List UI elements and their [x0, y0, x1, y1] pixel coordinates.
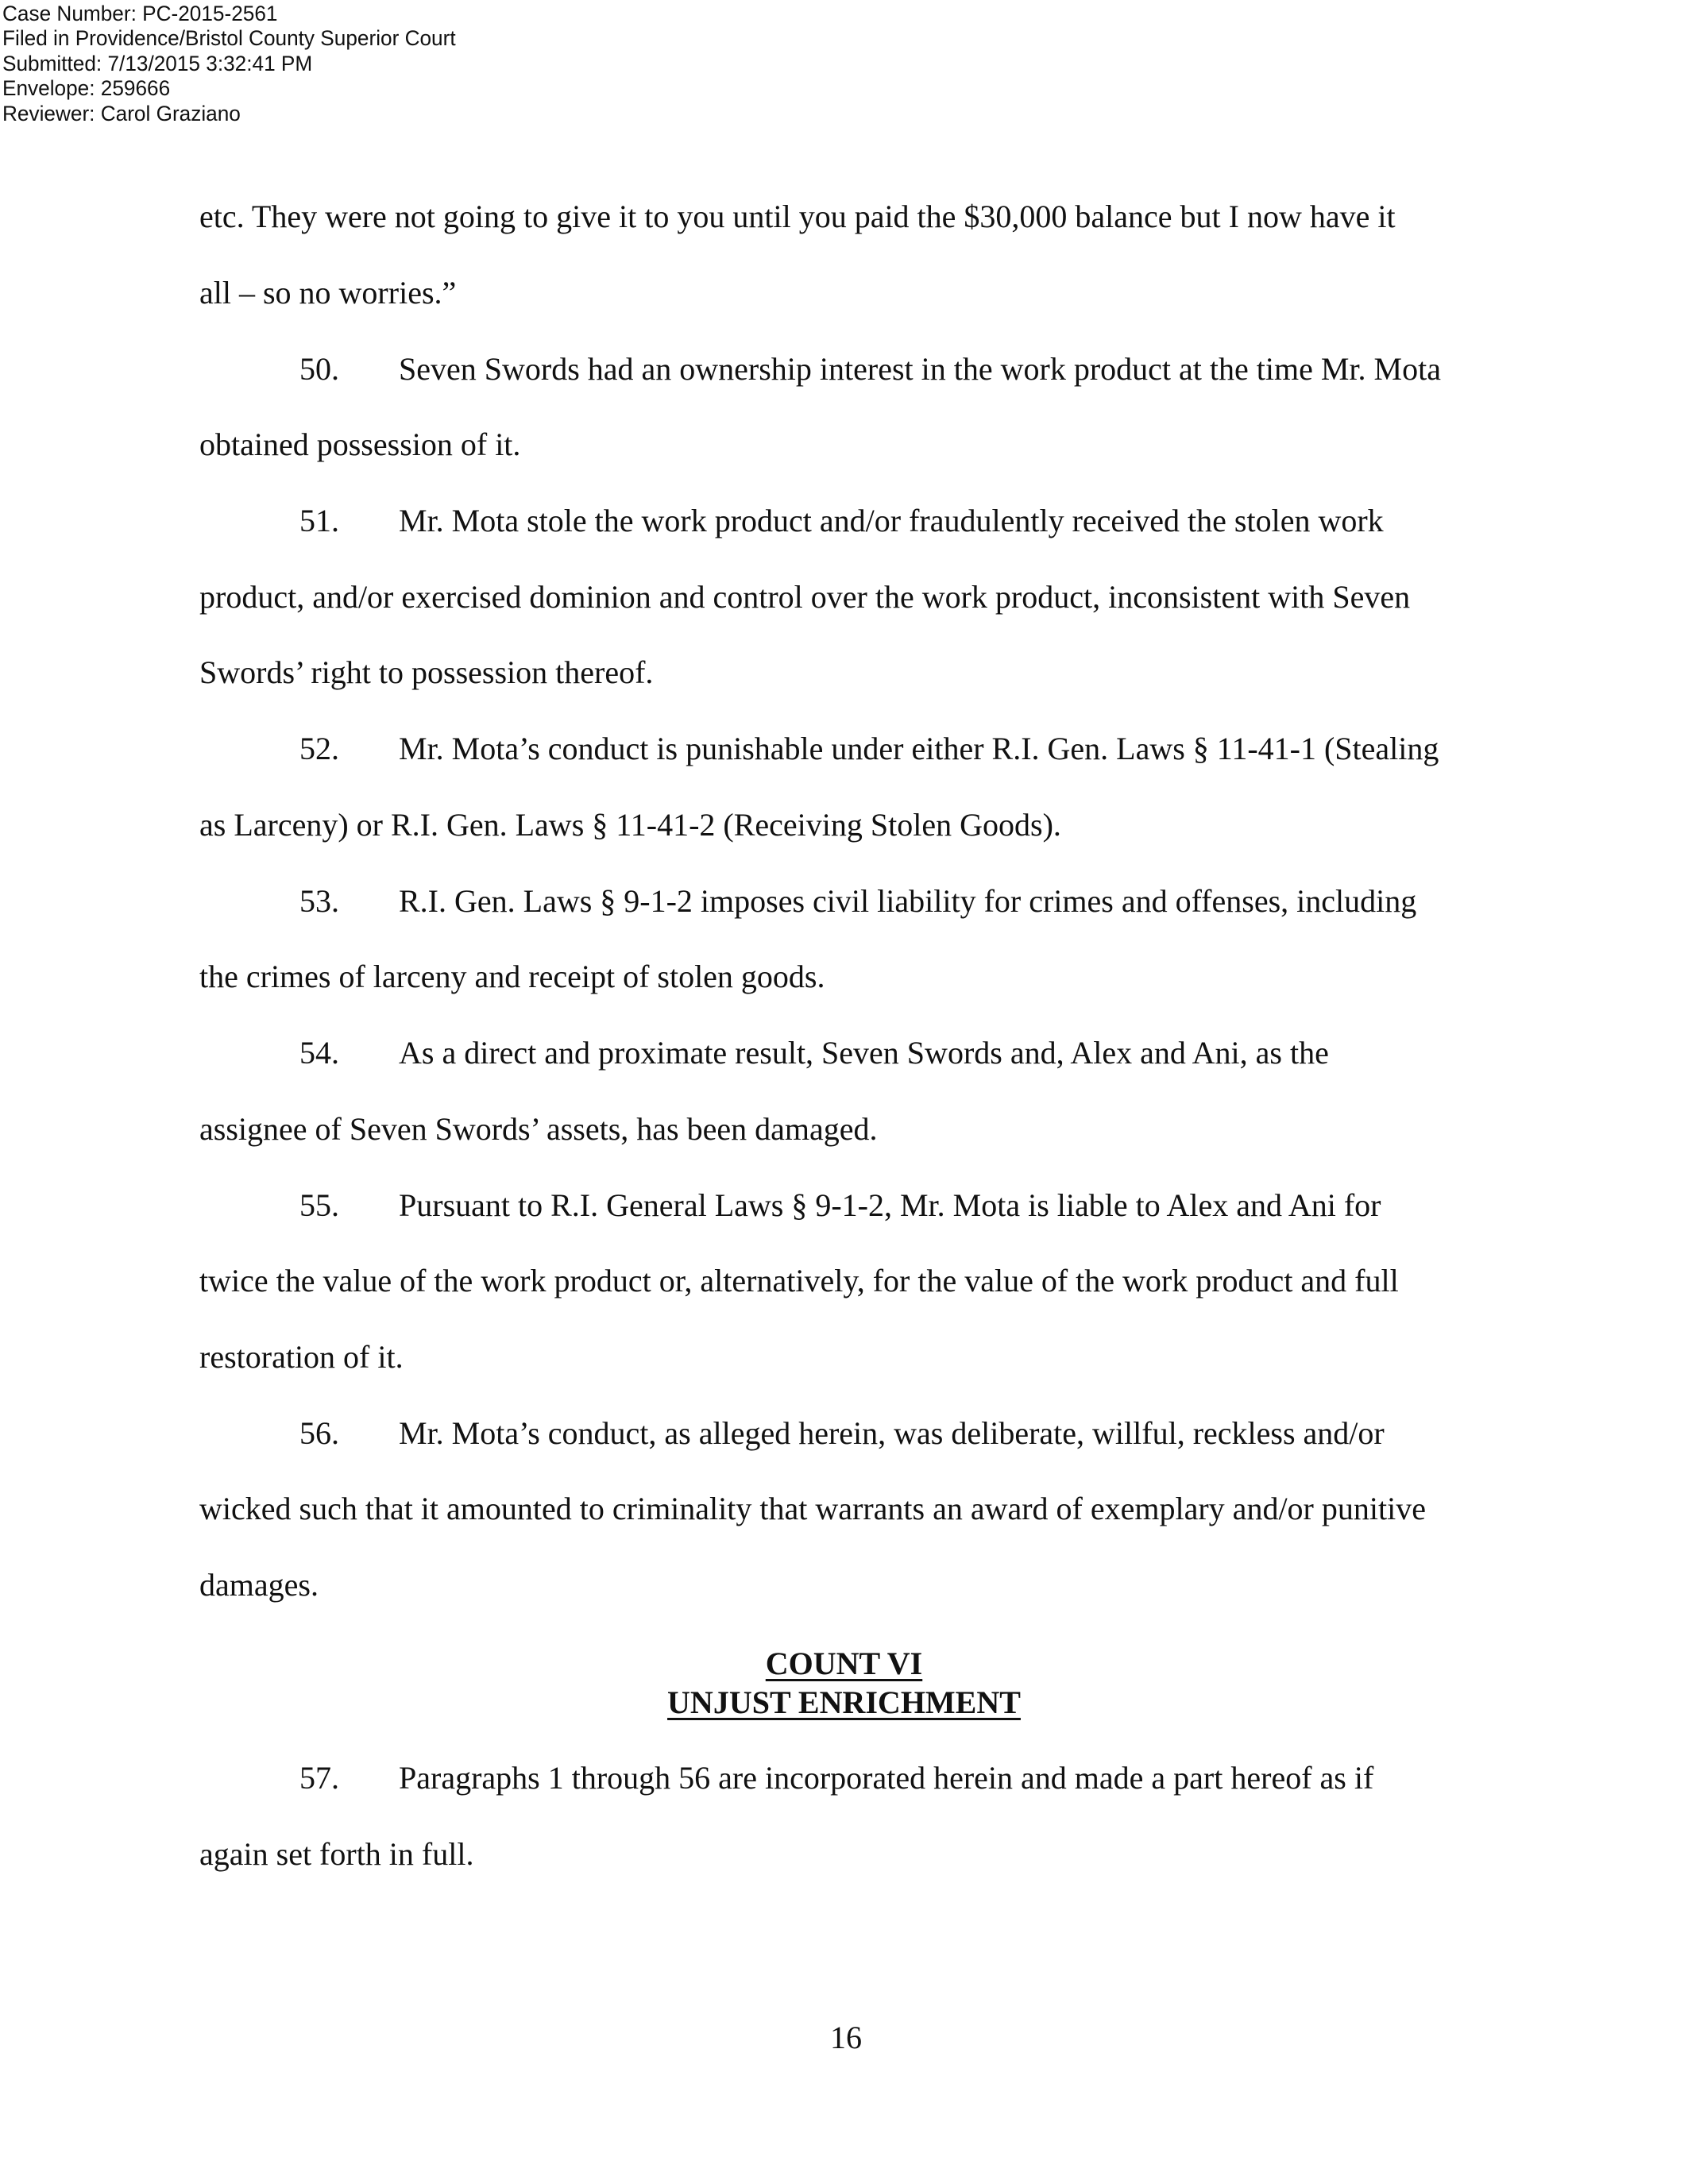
body-line: Mr. Mota stole the work product and/or fraudulently received the stolen work: [399, 503, 1384, 538]
envelope-number: Envelope: 259666: [2, 76, 171, 100]
body-line: the crimes of larceny and receipt of stolen goods.: [199, 959, 825, 994]
body-line: Seven Swords had an ownership interest in the work product at the time Mr. Mota: [399, 351, 1441, 387]
body-line: damages.: [199, 1567, 319, 1603]
count-title: UNJUST ENRICHMENT: [667, 1684, 1021, 1720]
page-number: 16: [830, 2020, 862, 2055]
paragraph-number: 51.: [299, 503, 339, 538]
paragraph-number: 50.: [299, 351, 339, 387]
body-line: as Larceny) or R.I. Gen. Laws § 11-41-2 (Receiving Stolen Goods).: [199, 807, 1061, 843]
body-line: Paragraphs 1 through 56 are incorporated herein and made a part hereof as if: [399, 1760, 1374, 1796]
case-number: Case Number: PC-2015-2561: [2, 2, 278, 25]
court-name: Filed in Providence/Bristol County Superior Court: [2, 26, 456, 50]
paragraph-number: 55.: [299, 1187, 339, 1223]
count-number: COUNT VI: [765, 1646, 923, 1681]
paragraph-number: 52.: [299, 731, 339, 766]
body-line: etc. They were not going to give it to you until you paid the $30,000 balance but I now have it: [199, 199, 1396, 234]
submitted-timestamp: Submitted: 7/13/2015 3:32:41 PM: [2, 52, 313, 75]
body-line: twice the value of the work product or, alternatively, for the value of the work product and full: [199, 1263, 1399, 1298]
paragraph-number: 53.: [299, 883, 339, 919]
body-line: Swords’ right to possession thereof.: [199, 654, 654, 690]
count-title-heading: [0, 1684, 1688, 1720]
body-line: wicked such that it amounted to criminality that warrants an award of exemplary and/or punitive: [199, 1491, 1426, 1526]
body-line: again set forth in full.: [199, 1836, 474, 1872]
body-line: R.I. Gen. Laws § 9-1-2 imposes civil liability for crimes and offenses, including: [399, 883, 1417, 919]
body-line: As a direct and proximate result, Seven Swords and, Alex and Ani, as the: [399, 1035, 1329, 1071]
body-line: all – so no worries.”: [199, 275, 457, 311]
paragraph-number: 57.: [299, 1760, 339, 1796]
body-line: Mr. Mota’s conduct, as alleged herein, was deliberate, willful, reckless and/or: [399, 1415, 1385, 1451]
body-line: restoration of it.: [199, 1339, 404, 1375]
body-line: product, and/or exercised dominion and control over the work product, inconsistent with Seven: [199, 579, 1411, 615]
body-line: obtained possession of it.: [199, 426, 521, 462]
body-line: Pursuant to R.I. General Laws § 9-1-2, Mr. Mota is liable to Alex and Ani for: [399, 1187, 1381, 1223]
body-line: assignee of Seven Swords’ assets, has been damaged.: [199, 1111, 878, 1147]
reviewer-name: Reviewer: Carol Graziano: [2, 102, 241, 125]
paragraph-number: 56.: [299, 1415, 339, 1451]
count-number-heading: [0, 1648, 1688, 1680]
body-line: Mr. Mota’s conduct is punishable under either R.I. Gen. Laws § 11-41-1 (Stealing: [399, 731, 1439, 766]
paragraph-number: 54.: [299, 1035, 339, 1071]
